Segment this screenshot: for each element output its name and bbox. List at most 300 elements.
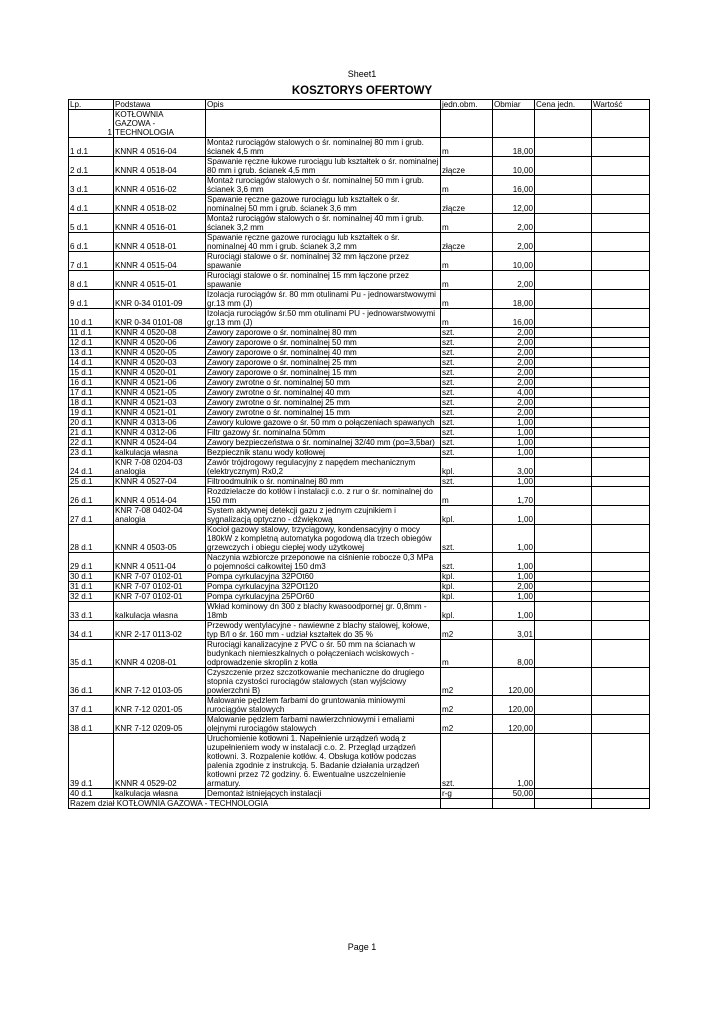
row-unit-price bbox=[535, 525, 592, 553]
total-label: Razem dział KOTŁOWNIA GAZOWA - TECHNOLOGIA bbox=[69, 799, 441, 809]
row-description: Montaż rurociągów stalowych o śr. nominalnej 80 mm i grub. ścianek 4,5 mm bbox=[206, 138, 441, 157]
row-unit-price bbox=[535, 418, 592, 428]
row-description: Pompa cyrkulacyjna 25POr60 bbox=[206, 592, 441, 602]
row-unit: szt. bbox=[441, 477, 493, 487]
table-row bbox=[69, 477, 650, 487]
row-base: KNR 7-12 0209-05 bbox=[114, 715, 206, 734]
row-unit-price bbox=[535, 290, 592, 309]
row-base: KNR 0-34 0101-08 bbox=[114, 309, 206, 328]
row-quantity: 1,00 bbox=[493, 572, 535, 582]
row-lp: 40 d.1 bbox=[69, 789, 114, 799]
row-unit: m bbox=[441, 214, 493, 233]
row-base: KNNR 4 0527-04 bbox=[114, 477, 206, 487]
row-base: KNNR 4 0518-02 bbox=[114, 195, 206, 214]
row-lp: 6 d.1 bbox=[69, 233, 114, 252]
row-unit-price bbox=[535, 602, 592, 621]
row-base: KNNR 4 0521-01 bbox=[114, 408, 206, 418]
row-value bbox=[592, 428, 650, 438]
empty-cell bbox=[535, 110, 592, 138]
row-unit: m2 bbox=[441, 696, 493, 715]
row-value bbox=[592, 621, 650, 640]
table-row bbox=[69, 458, 650, 477]
row-lp: 22 d.1 bbox=[69, 438, 114, 448]
row-value bbox=[592, 640, 650, 668]
row-lp: 32 d.1 bbox=[69, 592, 114, 602]
row-base: KNNR 4 0520-06 bbox=[114, 338, 206, 348]
row-value bbox=[592, 408, 650, 418]
row-unit-price bbox=[535, 271, 592, 290]
row-unit: szt. bbox=[441, 553, 493, 572]
row-base: KNNR 4 0516-02 bbox=[114, 176, 206, 195]
row-quantity: 2,00 bbox=[493, 233, 535, 252]
empty-cell bbox=[441, 799, 493, 809]
row-value bbox=[592, 789, 650, 799]
row-lp: 28 d.1 bbox=[69, 525, 114, 553]
table-row bbox=[69, 487, 650, 506]
row-value bbox=[592, 487, 650, 506]
row-lp: 29 d.1 bbox=[69, 553, 114, 572]
row-value bbox=[592, 271, 650, 290]
row-lp: 25 d.1 bbox=[69, 477, 114, 487]
row-base: KNNR 4 0518-04 bbox=[114, 157, 206, 176]
row-description: Spawanie ręczne gazowe rurociągu lub kształtek o śr. nominalnej 50 mm i grub. ścianek 3,6 mm bbox=[206, 195, 441, 214]
row-description: Uruchomienie kotłowni 1. Napełnienie urządzeń wodą z uzupełnieniem wody w instalacji c.o. 2. Przegląd urządzeń kotłowni. 3. Rozpalenie kotłów. 4. Obsługa kotłów podczas palenia zgodnie z instrukcją. 5. Badanie działania urządzeń kotłowni przez 72 godziny. 6. Ewentualne uszczelnienie armatury. bbox=[206, 734, 441, 789]
row-base: KNNR 4 0516-01 bbox=[114, 214, 206, 233]
row-description: Zawory zaporowe o śr. nominalnej 15 mm bbox=[206, 368, 441, 378]
row-unit: szt. bbox=[441, 398, 493, 408]
row-base: KNNR 4 0312-06 bbox=[114, 428, 206, 438]
row-description: Rurociągi stalowe o śr. nominalnej 32 mm łączone przez spawanie bbox=[206, 252, 441, 271]
row-unit-price bbox=[535, 572, 592, 582]
row-quantity: 12,00 bbox=[493, 195, 535, 214]
row-unit-price bbox=[535, 477, 592, 487]
row-description: Pompa cyrkulacyjna 32POt60 bbox=[206, 572, 441, 582]
row-description: Spawanie ręczne gazowe rurociągu lub kształtek o śr. nominalnej 40 mm i grub. ścianek 3,2 mm bbox=[206, 233, 441, 252]
row-base: KNNR 4 0313-06 bbox=[114, 418, 206, 428]
row-base: KNNR 4 0511-04 bbox=[114, 553, 206, 572]
row-unit: kpl. bbox=[441, 602, 493, 621]
table-row bbox=[69, 789, 650, 799]
row-unit-price bbox=[535, 368, 592, 378]
row-unit-price bbox=[535, 448, 592, 458]
table-header-row bbox=[69, 100, 650, 110]
row-unit: kpl. bbox=[441, 582, 493, 592]
header-quantity: Obmiar bbox=[493, 100, 535, 110]
row-description: Montaż rurociągów stalowych o śr. nominalnej 40 mm i grub. ścianek 3,2 mm bbox=[206, 214, 441, 233]
row-unit-price bbox=[535, 640, 592, 668]
row-value bbox=[592, 195, 650, 214]
header-lp: Lp. bbox=[69, 100, 114, 110]
row-base: KNNR 4 0503-05 bbox=[114, 525, 206, 553]
row-lp: 16 d.1 bbox=[69, 378, 114, 388]
row-lp: 17 d.1 bbox=[69, 388, 114, 398]
row-unit-price bbox=[535, 348, 592, 358]
sheet-name: Sheet1 bbox=[347, 69, 377, 79]
row-unit-price bbox=[535, 176, 592, 195]
row-quantity: 2,00 bbox=[493, 214, 535, 233]
row-lp: 23 d.1 bbox=[69, 448, 114, 458]
row-lp: 13 d.1 bbox=[69, 348, 114, 358]
row-unit: szt. bbox=[441, 418, 493, 428]
header-description: Opis bbox=[206, 100, 441, 110]
row-unit-price bbox=[535, 195, 592, 214]
empty-cell bbox=[535, 799, 592, 809]
row-base: KNNR 4 0520-08 bbox=[114, 328, 206, 338]
row-description: Przewody wentylacyjne - nawiewne z blachy stalowej, kołowe, typ B/I o śr. 160 mm - udział kształtek do 35 % bbox=[206, 621, 441, 640]
row-value bbox=[592, 138, 650, 157]
row-quantity: 3,01 bbox=[493, 621, 535, 640]
table-row bbox=[69, 428, 650, 438]
empty-cell bbox=[592, 799, 650, 809]
row-unit: złącze bbox=[441, 195, 493, 214]
row-base: KNNR 4 0514-04 bbox=[114, 487, 206, 506]
row-unit: m2 bbox=[441, 621, 493, 640]
row-value bbox=[592, 525, 650, 553]
row-base: KNNR 4 0520-01 bbox=[114, 368, 206, 378]
row-lp: 24 d.1 bbox=[69, 458, 114, 477]
row-unit: szt. bbox=[441, 378, 493, 388]
row-description: Izolacja rurociągów śr. 80 mm otulinami Pu - jednowarstwowymi gr.13 mm (J) bbox=[206, 290, 441, 309]
row-description: Filtr gazowy śr. nominalna 50mm bbox=[206, 428, 441, 438]
row-value bbox=[592, 592, 650, 602]
table-row bbox=[69, 195, 650, 214]
row-quantity: 1,00 bbox=[493, 477, 535, 487]
row-lp: 37 d.1 bbox=[69, 696, 114, 715]
row-unit: m bbox=[441, 309, 493, 328]
row-unit-price bbox=[535, 428, 592, 438]
row-base: KNR 7-12 0103-05 bbox=[114, 668, 206, 696]
row-unit: m bbox=[441, 290, 493, 309]
row-unit-price bbox=[535, 553, 592, 572]
table-row bbox=[69, 621, 650, 640]
row-unit: kpl. bbox=[441, 506, 493, 525]
row-quantity: 1,00 bbox=[493, 428, 535, 438]
row-base: KNR 7-07 0102-01 bbox=[114, 572, 206, 582]
table-row bbox=[69, 328, 650, 338]
row-description: Zawory zaporowe o śr. nominalnej 50 mm bbox=[206, 338, 441, 348]
row-unit: m bbox=[441, 138, 493, 157]
row-value bbox=[592, 176, 650, 195]
row-value bbox=[592, 602, 650, 621]
row-description: Rurociągi stalowe o śr. nominalnej 15 mm łączone przez spawanie bbox=[206, 271, 441, 290]
empty-cell bbox=[441, 110, 493, 138]
row-lp: 3 d.1 bbox=[69, 176, 114, 195]
row-value bbox=[592, 348, 650, 358]
row-quantity: 1,00 bbox=[493, 592, 535, 602]
table-row bbox=[69, 398, 650, 408]
row-description: Montaż rurociągów stalowych o śr. nominalnej 50 mm i grub. ścianek 3,6 mm bbox=[206, 176, 441, 195]
row-value bbox=[592, 252, 650, 271]
table-row bbox=[69, 358, 650, 368]
cost-estimate-table bbox=[68, 99, 650, 809]
table-row bbox=[69, 309, 650, 328]
row-lp: 9 d.1 bbox=[69, 290, 114, 309]
row-value bbox=[592, 328, 650, 338]
table-row bbox=[69, 418, 650, 428]
row-lp: 2 d.1 bbox=[69, 157, 114, 176]
row-lp: 1 d.1 bbox=[69, 138, 114, 157]
row-lp: 36 d.1 bbox=[69, 668, 114, 696]
table-row bbox=[69, 438, 650, 448]
row-quantity: 8,00 bbox=[493, 640, 535, 668]
row-quantity: 3,00 bbox=[493, 458, 535, 477]
row-description: Zawory zwrotne o śr. nominalnej 50 mm bbox=[206, 378, 441, 388]
table-row bbox=[69, 290, 650, 309]
row-base: KNNR 4 0518-01 bbox=[114, 233, 206, 252]
row-lp: 35 d.1 bbox=[69, 640, 114, 668]
row-quantity: 1,00 bbox=[493, 506, 535, 525]
row-value bbox=[592, 506, 650, 525]
row-quantity: 1,70 bbox=[493, 487, 535, 506]
row-quantity: 2,00 bbox=[493, 582, 535, 592]
row-unit: szt. bbox=[441, 358, 493, 368]
row-lp: 31 d.1 bbox=[69, 582, 114, 592]
row-base: kalkulacja własna bbox=[114, 789, 206, 799]
table-row bbox=[69, 602, 650, 621]
table-row bbox=[69, 368, 650, 378]
row-unit-price bbox=[535, 338, 592, 348]
table-row bbox=[69, 252, 650, 271]
table-row bbox=[69, 271, 650, 290]
row-quantity: 1,00 bbox=[493, 602, 535, 621]
row-unit: szt. bbox=[441, 348, 493, 358]
row-base: kalkulacja własna bbox=[114, 602, 206, 621]
row-quantity: 16,00 bbox=[493, 309, 535, 328]
row-base: KNR 7-12 0201-05 bbox=[114, 696, 206, 715]
row-lp: 20 d.1 bbox=[69, 418, 114, 428]
row-unit: szt. bbox=[441, 428, 493, 438]
row-unit-price bbox=[535, 408, 592, 418]
row-quantity: 18,00 bbox=[493, 138, 535, 157]
row-value bbox=[592, 438, 650, 448]
row-base: KNNR 4 0520-03 bbox=[114, 358, 206, 368]
row-lp: 34 d.1 bbox=[69, 621, 114, 640]
table-row bbox=[69, 448, 650, 458]
row-unit: m bbox=[441, 640, 493, 668]
row-value bbox=[592, 358, 650, 368]
row-quantity: 1,00 bbox=[493, 438, 535, 448]
row-value bbox=[592, 734, 650, 789]
table-row bbox=[69, 592, 650, 602]
row-base: KNNR 4 0529-02 bbox=[114, 734, 206, 789]
empty-cell bbox=[493, 799, 535, 809]
table-row bbox=[69, 553, 650, 572]
row-description: Filtroodmulnik o śr. nominalnej 80 mm bbox=[206, 477, 441, 487]
row-value bbox=[592, 582, 650, 592]
row-description: Bezpiecznik stanu wody kotłowej bbox=[206, 448, 441, 458]
row-description: Malowanie pędzlem farbami nawierzchniowymi i emaliami olejnymi rurociągów stalowych bbox=[206, 715, 441, 734]
table-row bbox=[69, 696, 650, 715]
table-row bbox=[69, 572, 650, 582]
row-lp: 4 d.1 bbox=[69, 195, 114, 214]
row-unit: m bbox=[441, 487, 493, 506]
row-lp: 14 d.1 bbox=[69, 358, 114, 368]
row-unit: r-g bbox=[441, 789, 493, 799]
row-quantity: 1,00 bbox=[493, 525, 535, 553]
row-description: Wkład kominowy dn 300 z blachy kwasoodpornej gr. 0,8mm - 18mb bbox=[206, 602, 441, 621]
row-quantity: 2,00 bbox=[493, 348, 535, 358]
row-quantity: 120,00 bbox=[493, 668, 535, 696]
row-value bbox=[592, 214, 650, 233]
row-value bbox=[592, 458, 650, 477]
total-row bbox=[69, 799, 650, 809]
row-value bbox=[592, 233, 650, 252]
row-lp: 5 d.1 bbox=[69, 214, 114, 233]
row-quantity: 1,00 bbox=[493, 734, 535, 789]
row-unit: kpl. bbox=[441, 458, 493, 477]
row-quantity: 2,00 bbox=[493, 378, 535, 388]
row-unit-price bbox=[535, 438, 592, 448]
row-quantity: 2,00 bbox=[493, 338, 535, 348]
row-quantity: 50,00 bbox=[493, 789, 535, 799]
page-footer: Page 1 bbox=[347, 942, 377, 952]
section-number: 1 bbox=[69, 110, 114, 138]
table-row bbox=[69, 525, 650, 553]
row-value bbox=[592, 668, 650, 696]
table-row bbox=[69, 348, 650, 358]
row-quantity: 2,00 bbox=[493, 271, 535, 290]
row-quantity: 120,00 bbox=[493, 715, 535, 734]
table-row bbox=[69, 214, 650, 233]
row-base: KNNR 4 0208-01 bbox=[114, 640, 206, 668]
row-base: KNR 7-07 0102-01 bbox=[114, 582, 206, 592]
row-description: Spawanie ręczne łukowe rurociągu lub kształtek o śr. nominalnej 80 mm i grub. ścianek 4,5 mm bbox=[206, 157, 441, 176]
row-lp: 8 d.1 bbox=[69, 271, 114, 290]
row-unit-price bbox=[535, 233, 592, 252]
row-unit: szt. bbox=[441, 734, 493, 789]
table-row bbox=[69, 378, 650, 388]
row-value bbox=[592, 572, 650, 582]
header-value: Wartość bbox=[592, 100, 650, 110]
row-quantity: 1,00 bbox=[493, 418, 535, 428]
row-unit: złącze bbox=[441, 157, 493, 176]
row-quantity: 10,00 bbox=[493, 157, 535, 176]
table-row bbox=[69, 734, 650, 789]
row-unit-price bbox=[535, 398, 592, 408]
row-unit: szt. bbox=[441, 388, 493, 398]
row-unit-price bbox=[535, 487, 592, 506]
row-base: KNNR 4 0520-05 bbox=[114, 348, 206, 358]
row-lp: 26 d.1 bbox=[69, 487, 114, 506]
table-row bbox=[69, 233, 650, 252]
row-lp: 38 d.1 bbox=[69, 715, 114, 734]
row-base: KNNR 4 0516-04 bbox=[114, 138, 206, 157]
row-lp: 39 d.1 bbox=[69, 734, 114, 789]
row-lp: 19 d.1 bbox=[69, 408, 114, 418]
row-description: Malowanie pędzlem farbami do gruntowania miniowymi rurociągów stalowych bbox=[206, 696, 441, 715]
row-unit: szt. bbox=[441, 328, 493, 338]
row-quantity: 2,00 bbox=[493, 408, 535, 418]
row-base: KNR 7-07 0102-01 bbox=[114, 592, 206, 602]
row-value bbox=[592, 338, 650, 348]
row-description: Pompa cyrkulacyjna 32POt120 bbox=[206, 582, 441, 592]
row-value bbox=[592, 368, 650, 378]
row-unit-price bbox=[535, 582, 592, 592]
empty-cell bbox=[592, 110, 650, 138]
row-description: Kocioł gazowy stalowy, trzyciągowy, kondensacyjny o mocy 180kW z kompletną automatyka pogodową dla trzech obiegów grzewczych i obiegu ciepłej wody użytkowej bbox=[206, 525, 441, 553]
row-unit-price bbox=[535, 789, 592, 799]
row-unit-price bbox=[535, 378, 592, 388]
row-base: KNNR 4 0515-04 bbox=[114, 252, 206, 271]
header-unit: jedn.obm. bbox=[441, 100, 493, 110]
row-base: KNNR 4 0524-04 bbox=[114, 438, 206, 448]
row-base: KNR 2-17 0113-02 bbox=[114, 621, 206, 640]
empty-cell bbox=[493, 110, 535, 138]
document-title: KOSZTORYS OFERTOWY bbox=[291, 85, 433, 97]
row-description: Demontaż istniejących instalacji bbox=[206, 789, 441, 799]
row-unit: szt. bbox=[441, 525, 493, 553]
table-row bbox=[69, 582, 650, 592]
row-lp: 21 d.1 bbox=[69, 428, 114, 438]
row-base: KNNR 4 0521-06 bbox=[114, 378, 206, 388]
row-description: Izolacja rurociągów śr.50 mm otulinami PU - jednowarstwowymi gr.13 mm (J) bbox=[206, 309, 441, 328]
table-row bbox=[69, 176, 650, 195]
row-unit-price bbox=[535, 715, 592, 734]
header-unit-price: Cena jedn. bbox=[535, 100, 592, 110]
row-unit-price bbox=[535, 138, 592, 157]
row-value bbox=[592, 553, 650, 572]
row-description: Naczynia wzbiorcze przeponowe na ciśnienie robocze 0,3 MPa o pojemności całkowitej 150 dm3 bbox=[206, 553, 441, 572]
row-unit: m bbox=[441, 271, 493, 290]
row-lp: 33 d.1 bbox=[69, 602, 114, 621]
row-unit-price bbox=[535, 328, 592, 338]
row-description: Zawory zaporowe o śr. nominalnej 25 mm bbox=[206, 358, 441, 368]
row-unit-price bbox=[535, 458, 592, 477]
row-base: kalkulacja własna bbox=[114, 448, 206, 458]
row-lp: 7 d.1 bbox=[69, 252, 114, 271]
row-quantity: 1,00 bbox=[493, 553, 535, 572]
section-name: KOTŁOWNIA GAZOWA - TECHNOLOGIA bbox=[114, 110, 206, 138]
row-unit: złącze bbox=[441, 233, 493, 252]
row-quantity: 2,00 bbox=[493, 398, 535, 408]
row-value bbox=[592, 290, 650, 309]
row-description: Rozdzielacze do kotłów i instalacji c.o. z rur o śr. nominalnej do 150 mm bbox=[206, 487, 441, 506]
empty-cell bbox=[206, 110, 441, 138]
row-unit-price bbox=[535, 696, 592, 715]
row-description: Zawór trójdrogowy regulacyjny z napędem mechanicznym (elektrycznym) Rx0,2 bbox=[206, 458, 441, 477]
row-base: KNR 0-34 0101-09 bbox=[114, 290, 206, 309]
row-value bbox=[592, 696, 650, 715]
row-unit: szt. bbox=[441, 408, 493, 418]
table-row bbox=[69, 640, 650, 668]
row-value bbox=[592, 418, 650, 428]
row-unit-price bbox=[535, 252, 592, 271]
row-unit-price bbox=[535, 157, 592, 176]
row-unit: kpl. bbox=[441, 572, 493, 582]
row-unit: szt. bbox=[441, 368, 493, 378]
row-lp: 27 d.1 bbox=[69, 506, 114, 525]
row-base: KNNR 4 0515-01 bbox=[114, 271, 206, 290]
row-unit: kpl. bbox=[441, 592, 493, 602]
row-unit-price bbox=[535, 668, 592, 696]
table-row bbox=[69, 338, 650, 348]
row-value bbox=[592, 378, 650, 388]
table-row bbox=[69, 506, 650, 525]
row-value bbox=[592, 477, 650, 487]
row-unit-price bbox=[535, 309, 592, 328]
row-lp: 30 d.1 bbox=[69, 572, 114, 582]
row-value bbox=[592, 388, 650, 398]
row-description: Zawory bezpieczeństwa o śr. nominalnej 32/40 mm (po=3,5bar) bbox=[206, 438, 441, 448]
row-description: Zawory kulowe gazowe o śr. 50 mm o połączeniach spawanych bbox=[206, 418, 441, 428]
row-unit-price bbox=[535, 734, 592, 789]
row-unit: m2 bbox=[441, 668, 493, 696]
row-description: Rurociągi kanalizacyjne z PVC o śr. 50 mm na ścianach w budynkach niemieszkalnych o połączeniach wciskowych - odprowadzenie skroplin z kotła bbox=[206, 640, 441, 668]
row-unit: szt. bbox=[441, 338, 493, 348]
row-quantity: 2,00 bbox=[493, 358, 535, 368]
row-quantity: 1,00 bbox=[493, 448, 535, 458]
row-unit: m bbox=[441, 252, 493, 271]
